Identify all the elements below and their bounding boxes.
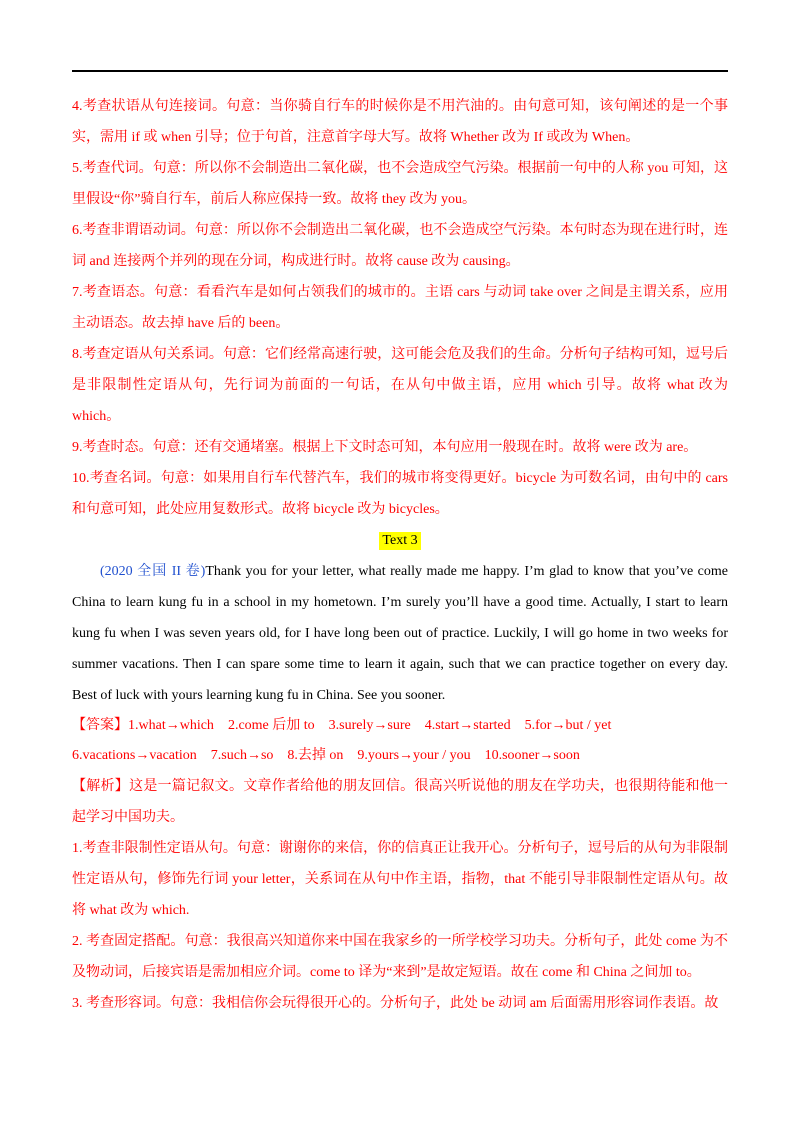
answer-label: 【答案】 <box>72 718 128 733</box>
answer-item: 9.yours→your / you <box>357 748 471 763</box>
answer-item: 7.such→so <box>210 748 274 763</box>
section-title: Text 3 <box>379 532 420 550</box>
section-title-row <box>72 525 728 556</box>
answer-line-2 <box>72 741 728 771</box>
passage-source: (2020 全国 II 卷) <box>100 564 206 579</box>
answer-item: 6.vacations→vacation <box>72 748 197 763</box>
answer-line-1 <box>72 711 728 741</box>
explanation-10: 10.考查名词。句意：如果用自行车代替汽车，我们的城市将变得更好。bicycle 为可数名词，由句中的 cars 和句意可知，此处应用复数形式。故将 bicycle 改为 bicycles。 <box>72 471 728 517</box>
answer-item: 8.去掉 on <box>287 748 344 763</box>
explanation-4: 4.考查状语从句连接词。句意：当你骑自行车的时候你是不用汽油的。由句意可知，该句阐述的是一个事实，需用 if 或 when 引导；位于句首，注意首字母大写。故将 Whether 改为 If 或改为 When。 <box>72 99 728 145</box>
page-content <box>72 91 728 1019</box>
answer-item: 1.what→which <box>128 718 214 733</box>
explanation-b2: 2. 考查固定搭配。句意：我很高兴知道你来中国在我家乡的一所学校学习功夫。分析句子，此处 come 为不及物动词，后接宾语是需加相应介词。come to 译为“来到”是故定短语。故在 come 和 China 之间加 to。 <box>72 934 728 980</box>
explanation-8: 8.考查定语从句关系词。句意：它们经常高速行驶，这可能会危及我们的生命。分析句子结构可知，逗号后是非限制性定语从句，先行词为前面的一句话，在从句中做主语，应用 which 引导。故将 what 改为 which。 <box>72 347 728 424</box>
explanation-5: 5.考查代词。句意：所以你不会制造出二氧化碳，也不会造成空气污染。根据前一句中的人称 you 可知，这里假设“你”骑自行车，前后人称应保持一致。故将 they 改为 you。 <box>72 161 728 207</box>
answer-item: 3.surely→sure <box>328 718 411 733</box>
answer-item: 4.start→started <box>424 718 511 733</box>
passage <box>72 556 728 711</box>
explanation-9: 9.考查时态。句意：还有交通堵塞。根据上下文时态可知，本句应用一般现在时。故将 were 改为 are。 <box>72 440 698 455</box>
explanation-7: 7.考查语态。句意：看看汽车是如何占领我们的城市的。主语 cars 与动词 take over 之间是主谓关系，应用主动语态。故去掉 have 后的 been。 <box>72 285 728 331</box>
header-rule <box>72 70 728 72</box>
analysis-text: 这是一篇记叙文。文章作者给他的朋友回信。很高兴听说他的朋友在学功夫，也很期待能和他一起学习中国功夫。 <box>72 779 729 825</box>
answer-item: 2.come 后加 to <box>227 718 315 733</box>
analysis-label: 【解析】 <box>72 779 130 794</box>
answer-item: 10.sooner→soon <box>484 748 580 763</box>
explanation-b3: 3. 考查形容词。句意：我相信你会玩得很开心的。分析句子，此处 be 动词 am 后面需用形容词作表语。故 <box>72 996 719 1011</box>
analysis <box>72 771 728 833</box>
explanation-b1: 1.考查非限制性定语从句。句意：谢谢你的来信，你的信真正让我开心。分析句子，逗号后的从句为非限制性定语从句，修饰先行词 your letter，关系词在从句中作主语，指物，that 不能引导非限制性定语从句。故将 what 改为 which. <box>72 841 728 918</box>
passage-text: Thank you for your letter, what really made me happy. I’m glad to know that you’ve come China to learn kung fu in a school in my hometown. I’m surely you’ll have a good time. Actually, I start to learn kung fu when I was seven years old, for I have long been out of practice. Luckily, I will go home in two weeks for summer vacations. Then I can spare some time to learn it again, such that we can practice together on every day. Best of luck with yours learning kung fu in China. See you sooner. <box>72 564 728 703</box>
explanation-6: 6.考查非谓语动词。句意：所以你不会制造出二氧化碳，也不会造成空气污染。本句时态为现在进行时，连词 and 连接两个并列的现在分词，构成进行时。故将 cause 改为 causing。 <box>72 223 728 269</box>
answer-item: 5.for→but / yet <box>524 718 612 733</box>
